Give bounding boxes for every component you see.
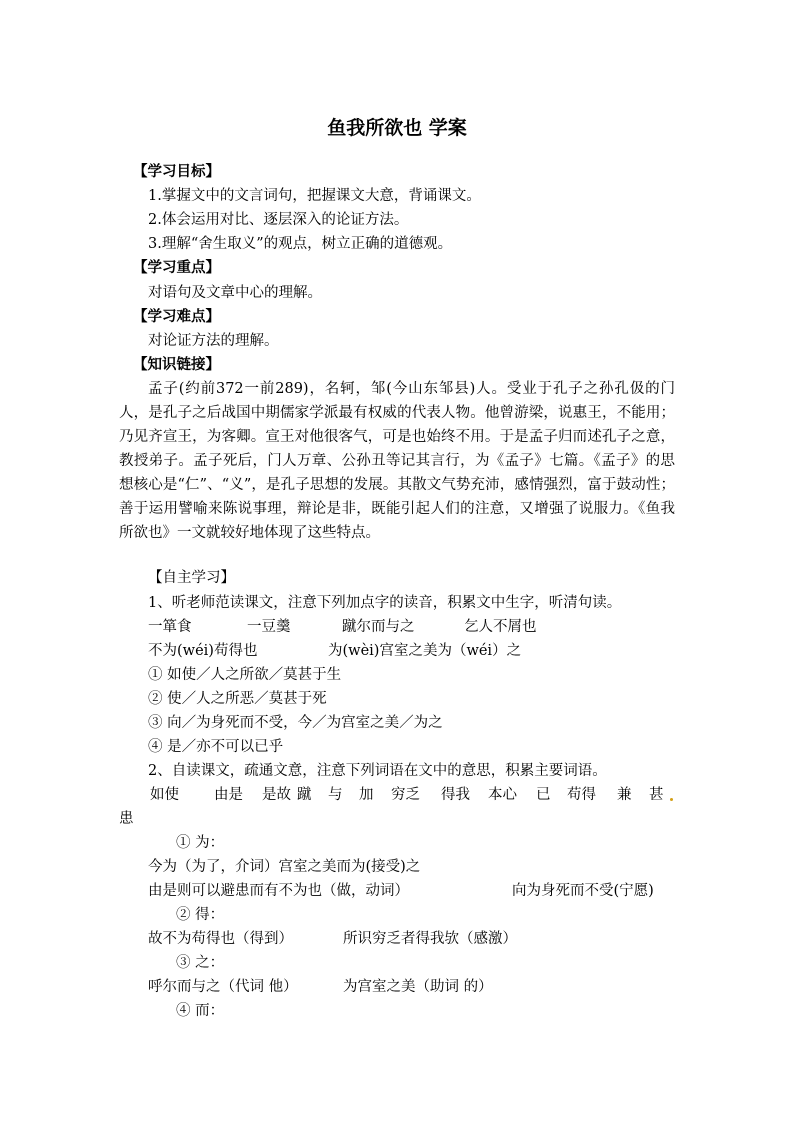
difficulties-heading: 【学习难点】 (133, 309, 220, 325)
reading-line: ② 使／人之所恶／莫甚于死 (148, 691, 327, 707)
note-example: 为宫室之美（助词 的） (343, 979, 493, 995)
difficulties-text: 对论证方法的理解。 (148, 333, 279, 349)
self-study-heading: 【自主学习】 (148, 570, 235, 586)
reading-line: ① 如使／人之所欲／莫甚于生 (148, 667, 342, 683)
vocab-word: 兼 (617, 787, 632, 803)
reading-line: ③ 向／为身死而不受，今／为宫室之美／为之 (148, 715, 443, 731)
word-item: 一豆羹 (247, 619, 291, 635)
note-example: 所识穷乏者得我欤（感激） (343, 931, 517, 947)
word-item: 不为(wéi)苟得也 (148, 643, 258, 659)
key-points-text: 对语句及文章中心的理解。 (148, 285, 322, 301)
vocab-word: 由是 (214, 787, 243, 803)
task-2-instruction: 2、自读课文，疏通文意，注意下列词语在文中的意思，积累主要词语。 (148, 763, 607, 779)
note-example: 向为身死而不受(宁愿) (512, 883, 654, 899)
vocab-word: 得我 (441, 787, 470, 803)
reading-line: ④ 是／亦不可以已乎 (148, 739, 284, 755)
knowledge-heading: 【知识链接】 (133, 357, 220, 373)
note-label: ③ 之： (176, 955, 225, 971)
vocab-word: 甚 (649, 787, 664, 803)
note-label: ④ 而： (176, 1003, 225, 1019)
note-label: ① 为： (176, 835, 225, 851)
page-title: 鱼我所欲也 学案 (327, 117, 467, 139)
key-points-heading: 【学习重点】 (133, 260, 220, 276)
objectives-heading: 【学习目标】 (133, 164, 220, 180)
objective-item: 1.掌握文中的文言词句，把握课文大意，背诵课文。 (148, 188, 481, 204)
vocab-word: 与 (328, 787, 343, 803)
note-example: 故不为苟得也（得到） (148, 931, 293, 947)
task-1-instruction: 1、听老师范读课文，注意下列加点字的读音，积累文中生字，听清句读。 (148, 595, 622, 611)
note-example: 今为（为了，介词）宫室之美而为(接受)之 (148, 859, 421, 875)
vocab-word: 穷乏 (391, 787, 420, 803)
objective-item: 2.体会运用对比、逐层深入的论证方法。 (148, 212, 409, 228)
emphasis-dot (670, 798, 673, 801)
vocab-word: 是故 (262, 787, 291, 803)
objective-item: 3.理解“舍生取义”的观点，树立正确的道德观。 (148, 236, 453, 252)
vocab-word: 加 (359, 787, 374, 803)
word-item: 一箪食 (148, 619, 192, 635)
vocab-word: 本心 (488, 787, 517, 803)
note-example: 由是则可以避患而有不为也（做，动词） (148, 883, 409, 899)
vocab-word: 已 (536, 787, 551, 803)
knowledge-paragraph: 孟子(约前372一前289)，名轲，邹(今山东邹县)人。受业于孔子之孙孔伋的门人，是孔子之后战国中期儒家学派最有权威的代表人物。他曾游梁，说惠王，不能用；乃见齐宣王，为客卿。宣王对他很客气，可是也始终不用。于是孟子归而述孔子之意，教授弟子。孟子死后，门人万章、公孙丑等记其言行，为《孟子》七篇。《孟子》的思想核心是“仁”、“义”，是孔子思想的发展。其散文气势充沛，感情强烈，富于鼓动性；善于运用譬喻来陈说事理，辩论是非，既能引起人们的注意，又增强了说服力。《鱼我所欲也》一文就较好地体现了这些特点。 (119, 381, 675, 541)
word-item: 蹴尔而与之 (342, 619, 415, 635)
word-item: 乞人不屑也 (464, 619, 537, 635)
vocab-word: 如使 (150, 787, 179, 803)
vocab-word: 苟得 (567, 787, 596, 803)
vocab-word: 患 (119, 811, 134, 827)
vocab-word: 蹴 (297, 787, 312, 803)
word-item: 为(wèi)宫室之美为（wéi）之 (328, 643, 522, 659)
note-label: ② 得： (176, 907, 225, 923)
note-example: 呼尔而与之（代词 他） (148, 979, 298, 995)
